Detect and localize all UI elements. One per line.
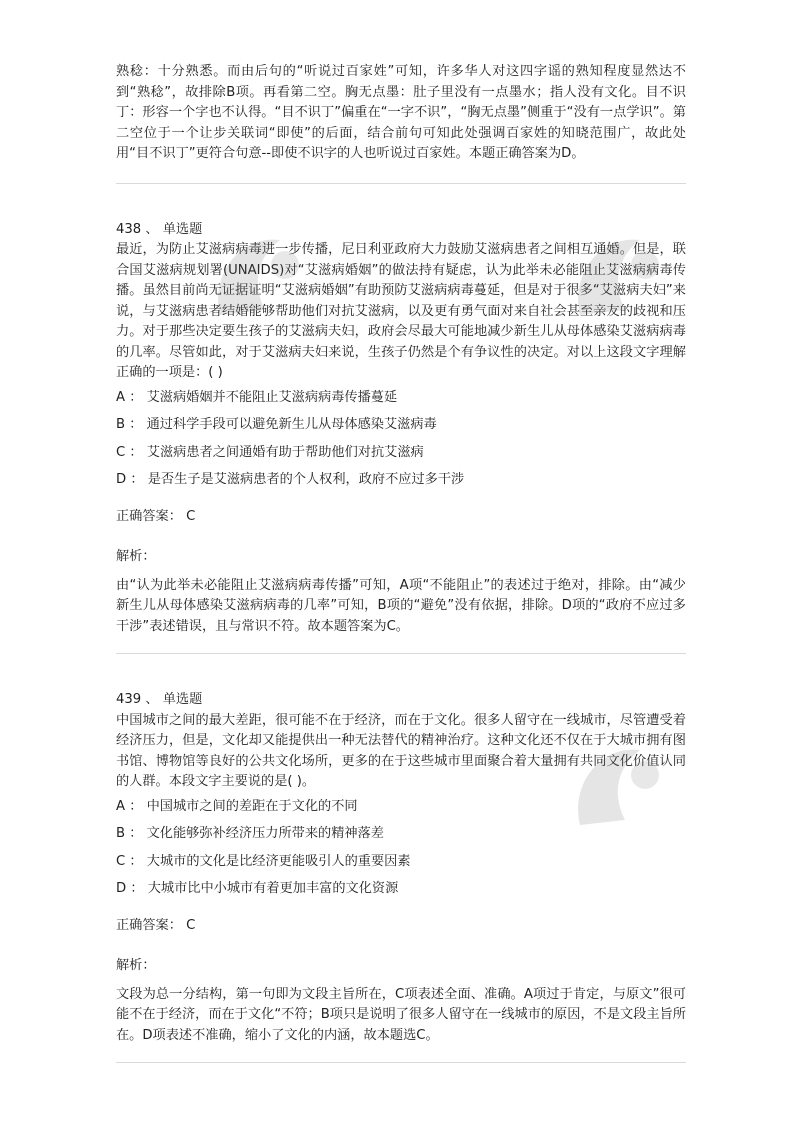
question-header: 439 、 单选题 [116,692,203,707]
option-b: B ： 文化能够弥补经济压力所带来的精神落差 [116,826,384,841]
intro-paragraph: 熟稔：十分熟悉。而由后句的“听说过百家姓”可知，许多华人对这四字谣的熟知程度显然达不到“熟稔”，故排除B项。再看第二空。胸无点墨：肚子里没有一点墨水；指人没有文化。目不识丁：形容一个字也不认得。“目不识丁”偏重在“一字不识”，“胸无点墨”侧重于“没有一点学识”。第二空位于一个让步关联词“即使”的后面，结合前句可知此处强调百家姓的知晓范围广，故此处用“目不识丁”更符合句意--即使不识字的人也听说过百家姓。本题正确答案为D。 [116,64,686,161]
question-stem: 最近，为防止艾滋病病毒进一步传播，尼日利亚政府大力鼓励艾滋病患者之间相互通婚。但是，联合国艾滋病规划署(UNAIDS)对“艾滋病婚姻”的做法持有疑虑，认为此举未必能阻止艾滋病病毒传播。虽然目前尚无证据证明“艾滋病婚姻”有助预防艾滋病病毒蔓延，但是对于很多“艾滋病夫妇”来说，与艾滋病患者结婚能够帮助他们对抗艾滋病，以及更有勇气面对来自社会甚至亲友的歧视和压力。对于那些决定要生孩子的艾滋病夫妇，政府会尽最大可能地减少新生儿从母体感染艾滋病病毒的几率。尽管如此，对于艾滋病夫妇来说，生孩子仍然是个有争议性的决定。对以上这段文字理解正确的一项是：( ) [116,242,686,380]
options-list [116,797,686,900]
separator [116,1062,686,1063]
correct-answer: 正确答案： C [116,917,196,933]
option-a: A ： 艾滋病婚姻并不能阻止艾滋病病毒传播蔓延 [116,389,398,405]
question-stem: 中国城市之间的最大差距，很可能不在于经济，而在于文化。很多人留守在一线城市，尽管遭受着经济压力，但是，文化却又能提供出一种无法替代的精神治疗。这种文化还不仅在于大城市拥有图书馆、博物馆等良好的公共文化场所，更多的在于这些城市里面聚合着大量拥有共同文化价值认同的人群。本段文字主要说的是( )。 [116,712,686,789]
question-header: 438 、 单选题 [116,221,203,237]
option-a: A ： 中国城市之间的差距在于文化的不同 [116,798,358,814]
analysis-text: 文段为总一分结构，第一句即为文段主旨所在，C项表述全面、准确。A项过于肯定，与原文”很可能不在于经济，而在于文化“不符；B项只是说明了很多人留守在一线城市的原因，不是文段主旨所在。D项表述不准确，缩小了文化的内涵，故本题选C。 [116,986,686,1043]
option-b: B ： 通过科学手段可以避免新生儿从母体感染艾滋病毒 [116,417,437,432]
analysis-label: 解析： [116,958,156,973]
analysis-text: 由“认为此举未必能阻止艾滋病病毒传播”可知，A项“不能阻止”的表述过于绝对，排除。由“减少新生儿从母体感染艾滋病病毒的几率”可知，B项的“避免”没有依据，排除。D项的“政府不应过多干涉”表述错误，且与常识不符。故本题答案为C。 [116,577,686,634]
analysis-label: 解析： [116,549,156,564]
question-439 [116,654,686,1046]
option-c: C ： 大城市的文化是比经济更能吸引人的重要因素 [116,853,411,869]
options-list [116,388,686,491]
option-d: D ： 大城市比中小城市有着更加丰富的文化资源 [116,881,399,896]
option-d: D ： 是否生子是艾滋病患者的个人权利，政府不应过多干涉 [116,472,465,487]
option-c: C ： 艾滋病患者之间通婚有助于帮助他们对抗艾滋病 [116,444,424,460]
document-page [116,62,686,1063]
question-438 [116,184,686,638]
correct-answer: 正确答案： C [116,508,196,524]
